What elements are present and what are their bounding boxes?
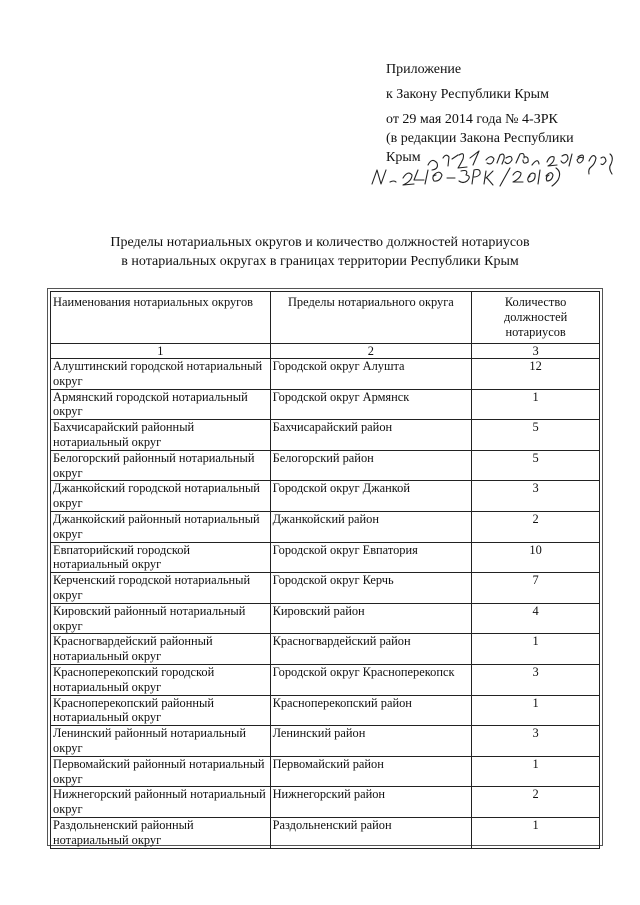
district-name-cell: Евпаторийский городской нотариальный округ <box>51 542 271 573</box>
table-row <box>51 787 600 818</box>
table-row <box>51 756 600 787</box>
district-limits-cell: Ленинский район <box>270 726 472 757</box>
district-limits-cell: Красноперекопский район <box>270 695 472 726</box>
table-row <box>51 481 600 512</box>
notary-count-cell: 4 <box>472 603 600 634</box>
table-row <box>51 573 600 604</box>
district-name-cell: Джанкойский городской нотариальный округ <box>51 481 271 512</box>
district-name-cell: Бахчисарайский районный нотариальный округ <box>51 420 271 451</box>
district-limits-cell: Красногвардейский район <box>270 634 472 665</box>
table-row <box>51 695 600 726</box>
district-name-cell: Ленинский районный нотариальный округ <box>51 726 271 757</box>
district-name-cell: Нижнегорский районный нотариальный округ <box>51 787 271 818</box>
table-row <box>51 726 600 757</box>
district-name-cell: Белогорский районный нотариальный округ <box>51 450 271 481</box>
table-row <box>51 359 600 390</box>
district-limits-cell: Бахчисарайский район <box>270 420 472 451</box>
district-limits-cell: Раздольненский район <box>270 817 472 848</box>
district-limits-cell: Городской округ Джанкой <box>270 481 472 512</box>
notary-count-cell: 3 <box>472 664 600 695</box>
notary-count-cell: 5 <box>472 420 600 451</box>
notary-count-cell: 10 <box>472 542 600 573</box>
district-name-cell: Красногвардейский районный нотариальный округ <box>51 634 271 665</box>
district-limits-cell: Городской округ Алушта <box>270 359 472 390</box>
column-number-2: 2 <box>270 344 472 359</box>
column-number-1: 1 <box>51 344 271 359</box>
title-line-2: в нотариальных округах в границах территории Республики Крым <box>121 254 519 269</box>
district-name-cell: Красноперекопский районный нотариальный округ <box>51 695 271 726</box>
table-row <box>51 542 600 573</box>
notary-count-cell: 12 <box>472 359 600 390</box>
district-limits-cell: Городской округ Красноперекопск <box>270 664 472 695</box>
appendix-edition-crimea: Крым <box>386 150 421 165</box>
title-line-1: Пределы нотариальных округов и количество должностей нотариусов <box>110 235 530 250</box>
district-name-cell: Армянский городской нотариальный округ <box>51 389 271 420</box>
table-row <box>51 511 600 542</box>
district-name-cell: Первомайский районный нотариальный округ <box>51 756 271 787</box>
notary-count-cell: 2 <box>472 787 600 818</box>
table-row <box>51 389 600 420</box>
table-row <box>51 634 600 665</box>
district-name-cell: Кировский районный нотариальный округ <box>51 603 271 634</box>
appendix-header <box>386 60 626 167</box>
header-district-name: Наименования нотариальных округов <box>51 292 271 344</box>
district-limits-cell: Белогорский район <box>270 450 472 481</box>
district-limits-cell: Нижнегорский район <box>270 787 472 818</box>
table-row <box>51 817 600 848</box>
notary-count-cell: 3 <box>472 481 600 512</box>
district-limits-cell: Кировский район <box>270 603 472 634</box>
district-name-cell: Джанкойский районный нотариальный округ <box>51 511 271 542</box>
district-limits-cell: Первомайский район <box>270 756 472 787</box>
notary-count-cell: 1 <box>472 389 600 420</box>
appendix-edition-note: (в редакции Закона Республики <box>386 131 574 146</box>
district-limits-cell: Городской округ Керчь <box>270 573 472 604</box>
header-notary-count: Количество должностей нотариусов <box>472 292 600 344</box>
notary-count-cell: 7 <box>472 573 600 604</box>
table-row <box>51 664 600 695</box>
notary-count-cell: 3 <box>472 726 600 757</box>
district-name-cell: Алуштинский городской нотариальный округ <box>51 359 271 390</box>
notary-count-cell: 2 <box>472 511 600 542</box>
district-name-cell: Керченский городской нотариальный округ <box>51 573 271 604</box>
appendix-law-reference: к Закону Республики Крым <box>386 87 549 102</box>
appendix-law-date: от 29 мая 2014 года № 4-ЗРК <box>386 112 558 127</box>
notary-count-cell: 1 <box>472 695 600 726</box>
column-number-3: 3 <box>472 344 600 359</box>
district-name-cell: Раздольненский районный нотариальный округ <box>51 817 271 848</box>
appendix-title: Приложение <box>386 62 462 77</box>
table-row <box>51 420 600 451</box>
notary-count-cell: 1 <box>472 634 600 665</box>
table-row <box>51 450 600 481</box>
column-number-row <box>51 344 600 359</box>
table-row <box>51 603 600 634</box>
header-district-limits: Пределы нотариального округа <box>270 292 472 344</box>
district-name-cell: Красноперекопский городской нотариальный округ <box>51 664 271 695</box>
district-limits-cell: Городской округ Армянск <box>270 389 472 420</box>
document-title <box>40 233 600 271</box>
table-header-row <box>51 292 600 344</box>
notary-districts-table <box>50 291 600 849</box>
notary-count-cell: 5 <box>472 450 600 481</box>
notary-count-cell: 1 <box>472 756 600 787</box>
district-limits-cell: Городской округ Евпатория <box>270 542 472 573</box>
notary-count-cell: 1 <box>472 817 600 848</box>
district-limits-cell: Джанкойский район <box>270 511 472 542</box>
